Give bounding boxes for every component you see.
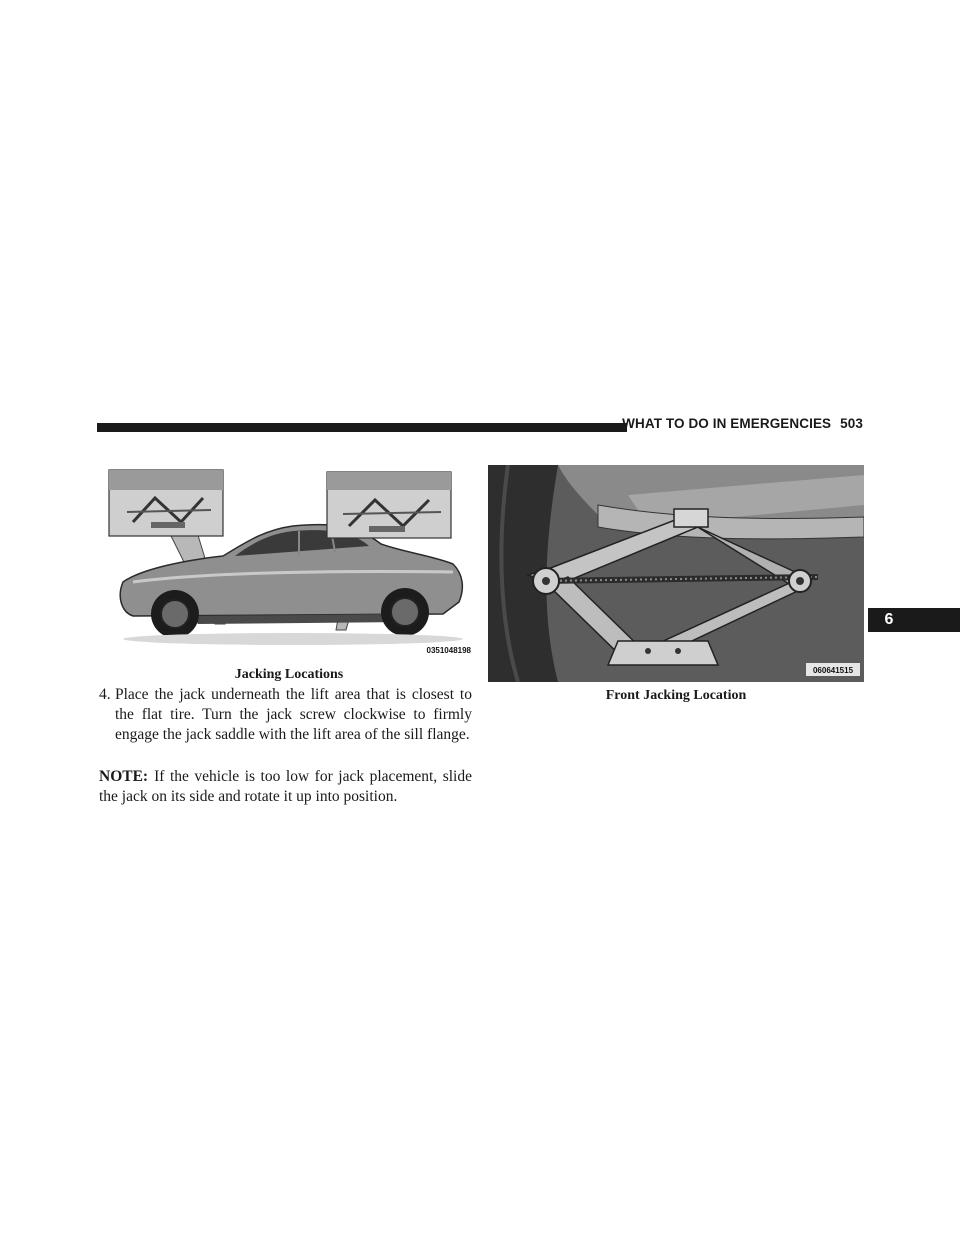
note-paragraph <box>99 767 472 807</box>
figure-code: 060641515 <box>812 666 854 675</box>
jacking-locations-figure <box>103 464 475 660</box>
chapter-tab <box>868 608 960 632</box>
page-number: 503 <box>840 416 863 431</box>
step-text: Place the jack underneath the lift area that is closest to the flat tire. Turn the jack screw clockwise to firmly engage the jack saddle with the lift area of the sill flange. <box>115 686 472 743</box>
section-title: WHAT TO DO IN EMERGENCIES <box>622 416 832 431</box>
note-text: If the vehicle is too low for jack placement, slide the jack on its side and rotate it up into position. <box>99 768 472 805</box>
step-number: 4. <box>99 686 111 703</box>
front-jacking-figure <box>488 465 864 682</box>
figure-caption: Jacking Locations <box>234 667 344 682</box>
instruction-step <box>99 685 472 745</box>
chapter-number: 6 <box>884 611 894 628</box>
figure-caption: Front Jacking Location <box>605 688 747 703</box>
header-rule <box>97 423 627 432</box>
running-header <box>622 416 863 431</box>
note-label: NOTE: <box>99 768 149 785</box>
figure-code: 0351048198 <box>426 646 471 655</box>
front-jacking-illustration <box>488 465 864 682</box>
jacking-locations-illustration <box>103 464 475 660</box>
